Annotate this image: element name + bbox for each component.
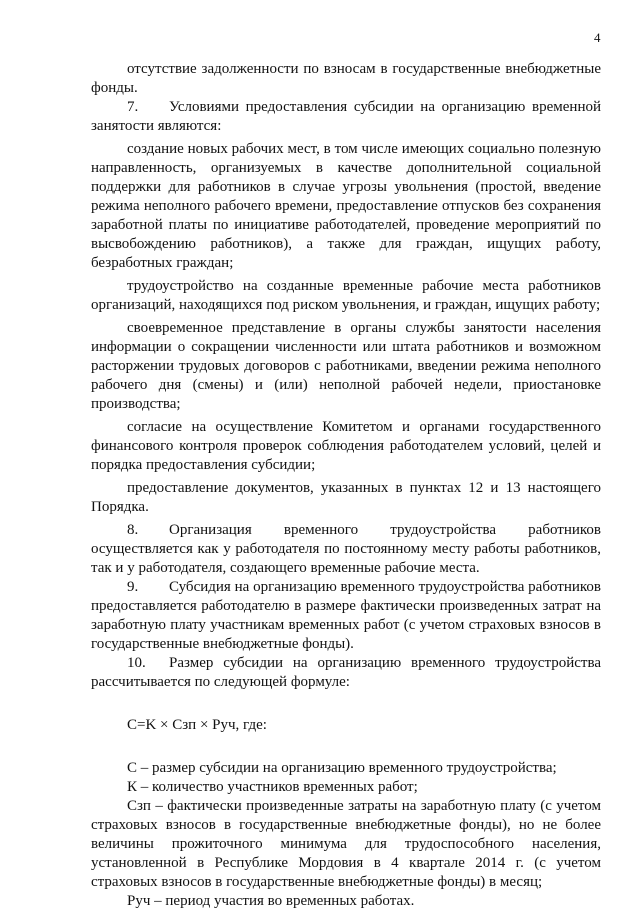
paragraph-8 [91, 521, 601, 578]
paragraph-7-number: 7. [127, 99, 139, 115]
definition-c: С – размер субсидии на организацию временного трудоустройства; [127, 760, 557, 776]
paragraph-10 [91, 654, 601, 692]
document-body [91, 60, 601, 911]
paragraph-debt-condition: отсутствие задолженности по взносам в государственные внебюджетные фонды. [91, 61, 601, 96]
definition-k: К – количество участников временных работ; [127, 779, 418, 795]
paragraph-10-text: Размер субсидии на организацию временного трудоустройства рассчитывается по следующей формуле: [91, 655, 601, 690]
definition-szp: Сзп – фактически произведенные затраты на заработную плату (с учетом страховых взносов в государственные внебюджетные фонды), но не более величины прожиточного минимума для трудоспособного населения, установленной в Республике Мордовия в 4 квартале 2014 г. (с учетом страховых взносов в государственные внебюджетные фонды) в месяц; [91, 798, 601, 890]
condition-item-control-consent: согласие на осуществление Комитетом и органами государственного финансового контроля проверок соблюдения работодателем условий, целей и порядка предоставления субсидии; [91, 419, 601, 473]
condition-item-reporting: своевременное представление в органы службы занятости населения информации о сокращении численности или штата работников и возможном расторжении трудовых договоров с работниками, введении режима неполного рабочего дня (смены) и (или) неполной рабочей недели, приостановке производства; [91, 320, 601, 412]
paragraph-7-text: Условиями предоставления субсидии на организацию временной занятости являются: [91, 99, 601, 134]
paragraph-8-number: 8. [127, 522, 139, 538]
condition-item-employment: трудоустройство на созданные временные рабочие места работников организаций, находящихся под риском увольнения, и граждан, ищущих работу; [91, 278, 601, 313]
page-number: 4 [594, 30, 601, 45]
paragraph-10-number: 10. [127, 655, 146, 671]
paragraph-9 [91, 578, 601, 654]
condition-item-new-jobs: создание новых рабочих мест, в том числе имеющих социально полезную направленность, организуемых в качестве дополнительной социальной поддержки для работников в случае угрозы увольнения (простой, введение режима неполного рабочего времени, предоставление отпусков без сохранения заработной платы по инициативе работодателей, проведение мероприятий по высвобождению работников), а также для граждан, ищущих работу, безработных граждан; [91, 141, 601, 271]
condition-item-documents: предоставление документов, указанных в пунктах 12 и 13 настоящего Порядка. [91, 480, 601, 515]
paragraph-7 [91, 98, 601, 136]
subsidy-formula: C=K × Сзп × Руч, где: [127, 717, 267, 733]
definition-ruch: Руч – период участия во временных работах. [127, 893, 415, 909]
paragraph-9-text: Субсидия на организацию временного трудоустройства работников предоставляется работодателю в размере фактически произведенных затрат на заработную плату участникам временных работ (с учетом страховых взносов в государственные внебюджетные фонды). [91, 579, 601, 652]
paragraph-8-text: Организация временного трудоустройства работников осуществляется как у работодателя по постоянному месту работы работников, так и у работодателя, создающего временные рабочие места. [91, 522, 601, 576]
paragraph-9-number: 9. [127, 579, 139, 595]
